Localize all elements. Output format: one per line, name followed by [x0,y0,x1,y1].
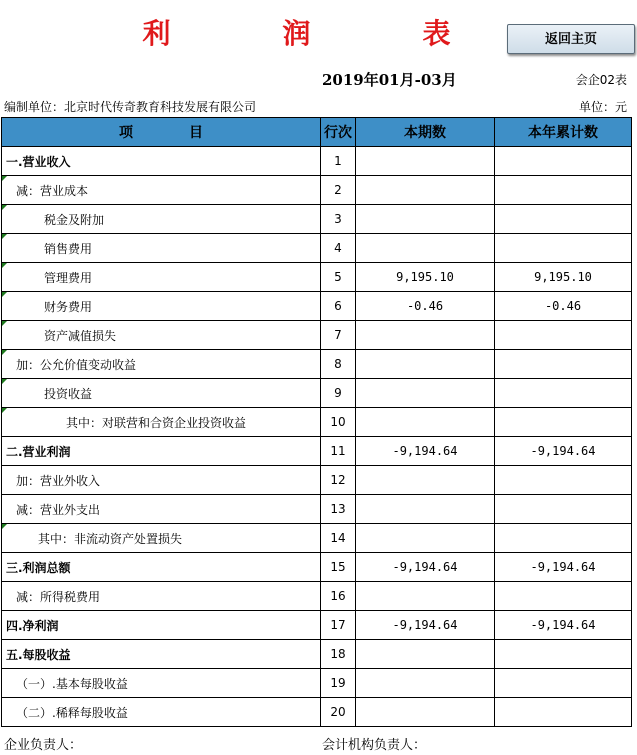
row-line-number[interactable]: 6 [321,292,356,321]
comment-marker-icon [2,379,7,384]
table-row [2,582,632,611]
row-line-number[interactable]: 16 [321,582,356,611]
row-ytd-value[interactable] [495,495,632,524]
row-ytd-value[interactable] [495,147,632,176]
row-item-label: 税金及附加 [44,212,105,227]
unit-label: 单位：元 [578,100,627,114]
row-current-value[interactable]: -9,194.64 [356,437,495,466]
row-line-number[interactable]: 9 [321,379,356,408]
row-line-number[interactable]: 14 [321,524,356,553]
row-line-number[interactable]: 12 [321,466,356,495]
row-item-cell[interactable] [2,176,321,205]
row-item-label: （一）.基本每股收益 [16,676,128,691]
row-item-label: 其中：对联营和合资企业投资收益 [66,415,247,430]
row-ytd-value[interactable] [495,234,632,263]
row-item-cell[interactable] [2,698,321,727]
row-item-cell[interactable] [2,234,321,263]
row-line-number[interactable]: 5 [321,263,356,292]
table-row [2,234,632,263]
row-ytd-value[interactable] [495,205,632,234]
row-line-number[interactable]: 4 [321,234,356,263]
row-item-cell[interactable] [2,640,321,669]
row-item-label: 投资收益 [44,386,93,401]
row-line-number[interactable]: 2 [321,176,356,205]
row-line-number[interactable]: 20 [321,698,356,727]
row-line-number[interactable]: 8 [321,350,356,379]
row-current-value[interactable] [356,408,495,437]
row-line-number[interactable]: 1 [321,147,356,176]
table-row [2,495,632,524]
row-current-value[interactable] [356,524,495,553]
row-item-label: 减：所得税费用 [16,589,101,604]
table-row [2,205,632,234]
table-row [2,437,632,466]
row-current-value[interactable] [356,234,495,263]
row-ytd-value[interactable]: -9,194.64 [495,611,632,640]
row-line-number[interactable]: 18 [321,640,356,669]
row-ytd-value[interactable]: 9,195.10 [495,263,632,292]
table-row [2,524,632,553]
row-item-label: 资产减值损失 [44,328,117,343]
row-ytd-value[interactable] [495,379,632,408]
row-item-cell[interactable] [2,379,321,408]
row-ytd-value[interactable] [495,640,632,669]
table-row [2,669,632,698]
row-current-value[interactable] [356,379,495,408]
row-item-label: 财务费用 [44,299,93,314]
row-item-cell[interactable] [2,350,321,379]
row-current-value[interactable]: -0.46 [356,292,495,321]
row-current-value[interactable] [356,495,495,524]
row-ytd-value[interactable]: -9,194.64 [495,437,632,466]
row-item-cell[interactable] [2,553,321,582]
comment-marker-icon [2,321,7,326]
row-ytd-value[interactable] [495,669,632,698]
row-line-number[interactable]: 19 [321,669,356,698]
row-current-value[interactable] [356,205,495,234]
row-item-cell[interactable] [2,524,321,553]
row-item-cell[interactable] [2,582,321,611]
table-row [2,466,632,495]
comment-marker-icon [2,524,7,529]
footer-enterprise-head: 企业负责人： [4,738,83,753]
footer-accounting-head: 会计机构负责人： [322,738,427,753]
row-item-label: 二.营业利润 [6,444,71,459]
row-line-number[interactable]: 15 [321,553,356,582]
comment-marker-icon [2,263,7,268]
row-current-value[interactable] [356,582,495,611]
row-line-number[interactable]: 10 [321,408,356,437]
row-ytd-value[interactable] [495,408,632,437]
table-row [2,640,632,669]
table-row [2,611,632,640]
row-ytd-value[interactable] [495,176,632,205]
row-item-label: 销售费用 [44,241,93,256]
row-item-label: 减：营业外支出 [16,502,101,517]
header-row [2,118,632,147]
table-row [2,698,632,727]
table-row [2,321,632,350]
comment-marker-icon [2,350,7,355]
table-row [2,350,632,379]
row-ytd-value[interactable] [495,350,632,379]
row-item-label: 五.每股收益 [6,647,71,662]
row-ytd-value[interactable] [495,321,632,350]
row-ytd-value[interactable] [495,582,632,611]
row-item-label: 一.营业收入 [6,154,71,169]
row-item-label: （二）.稀释每股收益 [16,705,128,720]
row-current-value[interactable] [356,669,495,698]
row-item-label: 加：公允价值变动收益 [16,357,137,372]
organization-label: 编制单位：北京时代传奇教育科技发展有限公司 [4,100,257,114]
table-row [2,263,632,292]
row-item-label: 加：营业外收入 [16,473,101,488]
row-item-cell[interactable] [2,263,321,292]
row-current-value[interactable] [356,640,495,669]
header-item: 项 目 [2,118,321,147]
report-period: 2019年01月-03月 [322,71,457,89]
row-line-number[interactable]: 11 [321,437,356,466]
row-item-cell[interactable] [2,321,321,350]
row-current-value[interactable] [356,176,495,205]
table-row [2,379,632,408]
row-ytd-value[interactable] [495,698,632,727]
row-item-cell[interactable] [2,669,321,698]
row-ytd-value[interactable]: -9,194.64 [495,553,632,582]
row-item-cell[interactable] [2,292,321,321]
table-row [2,292,632,321]
comment-marker-icon [2,234,7,239]
table-row [2,408,632,437]
row-current-value[interactable]: -9,194.64 [356,553,495,582]
row-line-number[interactable]: 13 [321,495,356,524]
row-item-label: 四.净利润 [6,618,59,633]
header-year-to-date: 本年累计数 [495,118,632,147]
row-item-cell[interactable] [2,466,321,495]
home-button[interactable]: 返回主页 [507,24,635,54]
row-current-value[interactable] [356,466,495,495]
row-item-label: 三.利润总额 [6,560,71,575]
page-title: 利 润 表 [142,17,493,50]
row-line-number[interactable]: 17 [321,611,356,640]
table-row [2,176,632,205]
row-item-cell[interactable] [2,437,321,466]
comment-marker-icon [2,176,7,181]
row-item-cell[interactable] [2,495,321,524]
row-current-value[interactable] [356,321,495,350]
row-current-value[interactable] [356,350,495,379]
comment-marker-icon [2,205,7,210]
header-line-no: 行次 [321,118,356,147]
row-ytd-value[interactable] [495,524,632,553]
row-current-value[interactable] [356,147,495,176]
row-item-label: 减：营业成本 [16,183,89,198]
row-item-label: 其中：非流动资产处置损失 [38,531,183,546]
row-ytd-value[interactable] [495,466,632,495]
row-item-cell[interactable] [2,205,321,234]
header-current-period: 本期数 [356,118,495,147]
row-item-cell[interactable] [2,611,321,640]
row-item-cell[interactable] [2,408,321,437]
row-line-number[interactable]: 7 [321,321,356,350]
table-row [2,147,632,176]
row-current-value[interactable]: -9,194.64 [356,611,495,640]
row-item-label: 管理费用 [44,270,93,285]
row-current-value[interactable]: 9,195.10 [356,263,495,292]
row-current-value[interactable] [356,698,495,727]
form-code: 会企02表 [575,73,627,87]
row-item-cell[interactable] [2,147,321,176]
row-ytd-value[interactable]: -0.46 [495,292,632,321]
income-statement-table [1,117,632,727]
comment-marker-icon [2,292,7,297]
table-row [2,553,632,582]
comment-marker-icon [2,408,7,413]
row-line-number[interactable]: 3 [321,205,356,234]
